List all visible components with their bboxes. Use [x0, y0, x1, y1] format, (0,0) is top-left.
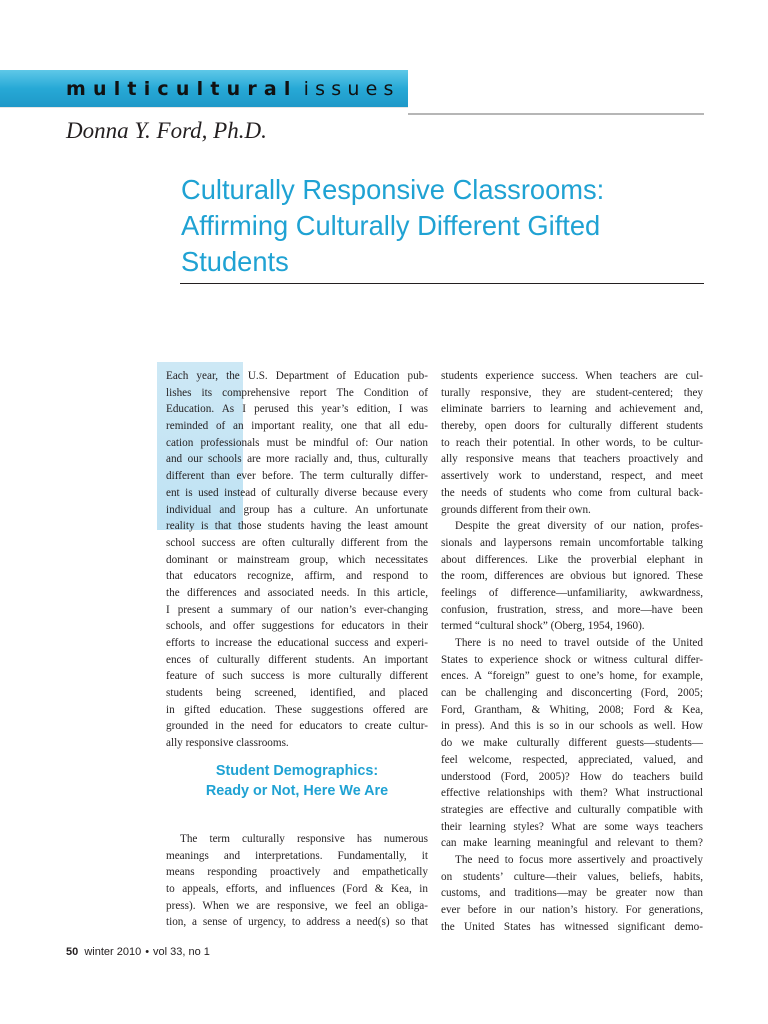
subheading-line: Ready or Not, Here We Are: [205, 782, 389, 799]
text-line: can make learning meaningful and relevant to them?: [441, 837, 703, 850]
text-line: effective relationships with them? What instructional: [441, 787, 703, 800]
text-line: grounded in the need for educators to create cultur-: [166, 720, 428, 733]
text-line: the United States has witnessed significant demo-: [441, 920, 703, 933]
text-line: Despite the great diversity of our nation, profes-: [455, 520, 703, 533]
text-line: The need to focus more assertively and proactively: [455, 853, 703, 866]
footer-separator: •: [145, 946, 150, 958]
issue-date: winter 2010: [84, 946, 142, 958]
section-label-strong: multicultural: [66, 78, 298, 100]
article-title-line: Affirming Culturally Different Gifted: [181, 210, 601, 241]
text-line: efforts to increase the educational success and experi-: [166, 637, 428, 649]
text-line: about differences. Like the proverbial elephant in: [441, 553, 703, 566]
left-column: [166, 368, 428, 931]
section-subheading: [166, 761, 428, 817]
section-label: [66, 76, 400, 102]
text-line: in gifted education. These suggestions offered are: [166, 703, 428, 716]
text-line: that educators recognize, affirm, and respond to: [166, 570, 428, 583]
article-title-line: Culturally Responsive Classrooms:: [181, 174, 605, 205]
text-line: tion, a sense of urgency, to address a need(s) so that: [166, 916, 428, 929]
text-line: assertively work to understand, respect, and meet: [441, 470, 703, 483]
text-line: individual and group has a culture. An unfortunate: [166, 503, 428, 516]
section-label-light: issues: [303, 78, 400, 100]
text-line: termed “cultural shock” (Oberg, 1954, 1960).: [441, 620, 645, 633]
text-line: I present a summary of our nation’s ever-changing: [166, 603, 428, 616]
page-footer: [66, 946, 210, 958]
author-name: Donna Y. Ford, Ph.D.: [66, 118, 267, 143]
text-line: the differences and associated needs. In this article,: [166, 586, 428, 599]
text-line: Each year, the U.S. Department of Education pub-: [166, 370, 428, 382]
text-line: ences. A “foreign” guest to one’s home, for example,: [441, 670, 703, 683]
text-line: ent is used instead of culturally diverse because every: [166, 486, 428, 499]
text-line: and our schools are more racially and, thus, culturally: [166, 453, 428, 466]
header-rule: [408, 113, 704, 115]
text-line: feelings of difference—unfamiliarity, awkwardness,: [441, 586, 703, 599]
text-line: do we make culturally different guests—students—: [441, 737, 703, 750]
text-line: students experience success. When teachers are cul-: [441, 370, 703, 382]
text-line: feature of such success is more culturally different: [166, 670, 428, 683]
text-line: strategies are effective and culturally compatible with: [441, 803, 703, 816]
volume-info: vol 33, no 1: [153, 946, 210, 958]
text-line: understood (Ford, 2005)? How do teachers build: [441, 770, 703, 783]
text-line: thereby, open doors for culturally different students: [441, 420, 703, 433]
text-line: schools, and offer suggestions for educators in their: [166, 620, 428, 633]
text-line: sionals and laypersons remain uncomfortable talking: [441, 536, 703, 549]
right-column: [441, 368, 703, 935]
text-line: ences of culturally different students. An important: [166, 653, 428, 666]
text-line: lishes its comprehensive report The Condition of: [166, 386, 428, 399]
text-line: feel welcome, respected, appreciated, valued, and: [441, 753, 703, 766]
text-line: meanings and interpretations. Fundamentally, it: [166, 849, 428, 862]
text-line: different than ever before. The term culturally differ-: [166, 470, 428, 483]
left-column-intro: [166, 368, 428, 752]
text-line: on students’ culture—their values, beliefs, habits,: [441, 870, 703, 883]
text-line: means responding proactively and empathetically: [166, 866, 428, 879]
text-line: cation professionals must be mindful of: Our nation: [166, 436, 428, 449]
text-line: Ford, Grantham, & Whiting, 2008; Ford & Kea,: [441, 703, 703, 716]
text-line: turally responsive, they are student-centered; they: [441, 386, 703, 399]
subheading-line: Student Demographics:: [215, 762, 379, 779]
text-line: the needs of students who come from cultural back-: [441, 486, 703, 499]
text-line: ally responsive means that teachers proactively and: [441, 453, 703, 466]
text-line: eliminate barriers to learning and achievement and,: [441, 403, 703, 416]
text-line: ever before in our nation’s history. For generations,: [441, 904, 703, 916]
text-line: ally responsive classrooms.: [166, 737, 289, 750]
text-line: their learning styles? What are some ways teachers: [441, 820, 703, 833]
text-line: States to experience shock or witness cultural differ-: [441, 653, 703, 666]
page-number: 50: [66, 946, 79, 958]
text-line: in press). And this is so in our schools as well. How: [441, 720, 703, 733]
left-column-continued: [166, 817, 428, 931]
text-line: customs, and traditions—may be greater now than: [441, 887, 703, 900]
text-line: dominant or mainstream group, which necessitates: [166, 553, 428, 566]
text-line: students being screened, identified, and placed: [166, 687, 428, 700]
text-line: can be challenging and disconcerting (Ford, 2005;: [441, 687, 703, 700]
text-line: to appeals, efforts, and influences (Ford & Kea, in: [166, 882, 428, 895]
article-title-line: Students: [181, 246, 289, 277]
text-line: the room, differences are obvious but ignored. These: [441, 570, 703, 583]
text-line: The term culturally responsive has numerous: [180, 832, 428, 845]
text-line: press). When we are responsive, we feel an obliga-: [166, 899, 428, 912]
text-line: confusion, frustration, stress, and more—have been: [441, 603, 703, 616]
text-line: school success are often culturally different from the: [166, 536, 428, 549]
text-line: reality is that those students having the least amount: [166, 520, 428, 533]
text-line: reminded of an important reality, one that all edu-: [166, 420, 428, 433]
text-line: There is no need to travel outside of the United: [455, 637, 703, 649]
text-line: grounds different from their own.: [441, 503, 591, 516]
title-rule: [180, 283, 704, 284]
text-line: Education. As I perused this year’s edition, I was: [166, 403, 428, 416]
article-title: [181, 172, 701, 280]
text-line: to reach their potential. In other words, to be cultur-: [441, 436, 703, 449]
